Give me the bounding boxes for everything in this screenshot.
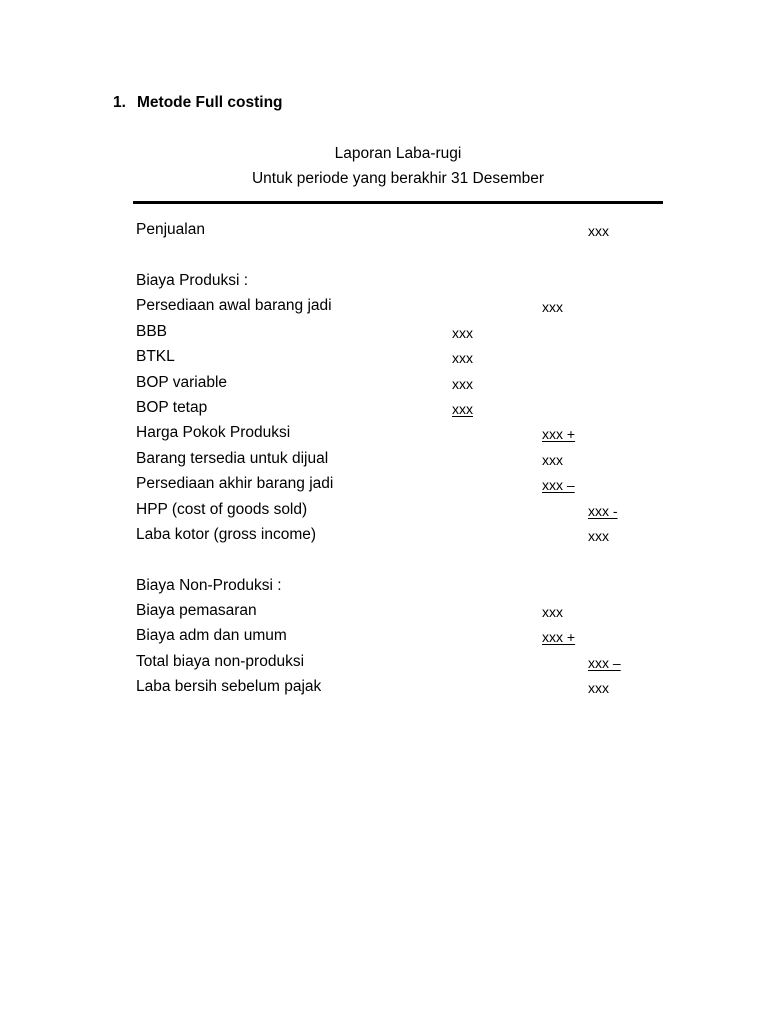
row-label: BBB <box>136 323 168 340</box>
row-label: BTKL <box>136 348 175 365</box>
report-subtitle: Untuk periode yang berakhir 31 Desember <box>251 170 545 187</box>
statement-row-harga-pokok-produksi <box>0 424 768 446</box>
row-label: Laba bersih sebelum pajak <box>136 678 322 695</box>
report-title: Laporan Laba-rugi <box>334 145 462 162</box>
row-value: xxx <box>452 350 473 366</box>
statement-row-biaya-pemasaran <box>0 602 768 624</box>
statement-row-bbb <box>0 323 768 345</box>
row-label: Barang tersedia untuk dijual <box>136 450 329 467</box>
row-value: xxx <box>588 528 609 544</box>
row-label: Biaya adm dan umum <box>136 627 287 644</box>
row-value: xxx + <box>542 426 576 442</box>
statement-row-bop-variable <box>0 374 768 396</box>
row-label: Persediaan akhir barang jadi <box>136 475 334 492</box>
row-label: Penjualan <box>136 221 205 238</box>
row-label: HPP (cost of goods sold) <box>136 501 308 518</box>
statement-row-laba-bersih <box>0 678 768 700</box>
row-value: xxx – <box>542 477 575 493</box>
row-label: Persediaan awal barang jadi <box>136 297 332 314</box>
row-label: BOP tetap <box>136 399 208 416</box>
row-label: Laba kotor (gross income) <box>136 526 317 543</box>
statement-row-biaya-adm-umum <box>0 627 768 649</box>
row-label: BOP variable <box>136 374 228 391</box>
section-number: 1. <box>113 94 126 111</box>
section-title: Metode Full costing <box>137 94 283 111</box>
statement-row-bop-tetap <box>0 399 768 421</box>
row-value: xxx <box>452 325 473 341</box>
row-label: Total biaya non-produksi <box>136 653 305 670</box>
row-label: Biaya Produksi : <box>136 272 248 289</box>
statement-row-persediaan-akhir <box>0 475 768 497</box>
row-value: xxx <box>542 452 563 468</box>
row-value: xxx <box>588 680 609 696</box>
statement-row-btkl <box>0 348 768 370</box>
statement-row-barang-tersedia <box>0 450 768 472</box>
row-label: Harga Pokok Produksi <box>136 424 291 441</box>
row-value: xxx <box>452 376 473 392</box>
statement-row-laba-kotor <box>0 526 768 548</box>
row-value: xxx + <box>542 629 576 645</box>
row-value: xxx <box>542 604 563 620</box>
statement-row-persediaan-awal <box>0 297 768 319</box>
statement-row-total-non-produksi <box>0 653 768 675</box>
row-value: xxx <box>588 223 609 239</box>
row-label: Biaya pemasaran <box>136 602 257 619</box>
row-value: xxx – <box>588 655 621 671</box>
row-value: xxx <box>452 401 473 417</box>
statement-row-hpp <box>0 501 768 523</box>
section-heading <box>113 94 283 112</box>
statement-row-penjualan <box>0 221 768 243</box>
row-label: Biaya Non-Produksi : <box>136 577 282 594</box>
row-value: xxx - <box>588 503 618 519</box>
statement-row-biaya-non-produksi <box>0 577 768 599</box>
statement-row-biaya-produksi <box>0 272 768 294</box>
header-divider <box>133 201 663 204</box>
row-value: xxx <box>542 299 563 315</box>
